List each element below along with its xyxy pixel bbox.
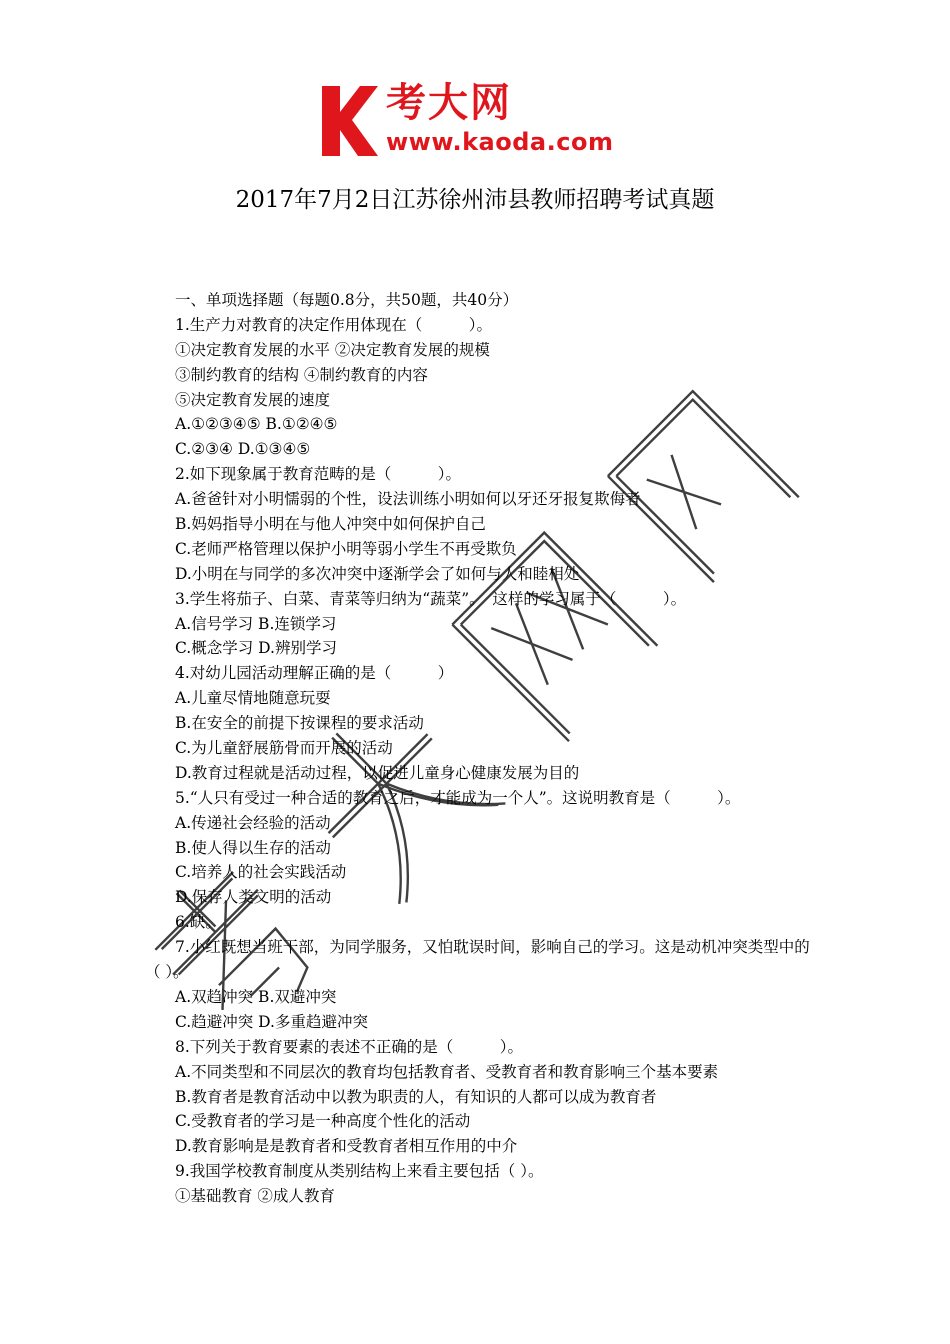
- k-logo-icon: [316, 82, 380, 160]
- page-title: 2017年7月2日江苏徐州沛县教师招聘考试真题: [235, 187, 715, 213]
- question-5: 5.“人只有受过一种合适的教育之后，才能成为一个人”。这说明教育是（ ）。: [175, 788, 741, 807]
- q5-option-d: D.保存人类文明的活动: [175, 888, 332, 907]
- kaoda-logo: [316, 80, 646, 162]
- q1-item-1: ①决定教育发展的水平 ②决定教育发展的规模: [175, 340, 490, 359]
- question-1: 1.生产力对教育的决定作用体现在（ ）。: [175, 315, 493, 334]
- brand-name: 考大网: [386, 80, 512, 126]
- q1-options-cd: C.②③④ D.①③④⑤: [175, 440, 311, 459]
- question-8: 8.下列关于教育要素的表述不正确的是（ ）。: [175, 1037, 524, 1056]
- q9-items: ①基础教育 ②成人教育: [175, 1187, 335, 1206]
- question-2: 2.如下现象属于教育范畴的是（ ）。: [175, 465, 462, 484]
- question-7: 7.小红既想当班干部，为同学服务，又怕耽误时间，影响自己的学习。这是动机冲突类型中的（ ）。: [145, 938, 810, 982]
- q8-option-b: B.教育者是教育活动中以教为职责的人，有知识的人都可以成为教育者: [175, 1087, 657, 1106]
- section-heading: 一、单项选择题（每题0.8分，共50题，共40分）: [175, 291, 519, 309]
- question-9: 9.我国学校教育制度从类别结构上来看主要包括（ ）。: [175, 1162, 544, 1181]
- q2-option-b: B.妈妈指导小明在与他人冲突中如何保护自己: [175, 515, 486, 534]
- q5-option-b: B.使人得以生存的活动: [175, 838, 331, 857]
- q3-options-ab: A.信号学习 B.连锁学习: [175, 614, 337, 633]
- q8-option-c: C.受教育者的学习是一种高度个性化的活动: [175, 1112, 471, 1131]
- q3-options-cd: C.概念学习 D.辨别学习: [175, 639, 337, 658]
- brand-url: www.kaoda.com: [386, 128, 614, 156]
- q5-option-a: A.传递社会经验的活动: [175, 813, 331, 832]
- q1-item-2: ③制约教育的结构 ④制约教育的内容: [175, 365, 428, 384]
- q1-item-3: ⑤决定教育发展的速度: [175, 390, 331, 409]
- q2-option-a: A.爸爸针对小明懦弱的个性，设法训练小明如何以牙还牙报复欺侮者: [175, 490, 641, 509]
- q8-option-d: D.教育影响是是教育者和受教育者相互作用的中介: [175, 1137, 518, 1156]
- question-6: 6.缺。: [175, 913, 221, 932]
- q4-option-d: D.教育过程就是活动过程，以促进儿童身心健康发展为目的: [175, 763, 580, 782]
- q5-option-c: C.培养人的社会实践活动: [175, 863, 347, 882]
- q4-option-c: C.为儿童舒展筋骨而开展的活动: [175, 739, 393, 758]
- q1-options-ab: A.①②③④⑤ B.①②④⑤: [175, 415, 338, 434]
- q4-option-b: B.在安全的前提下按课程的要求活动: [175, 714, 424, 733]
- document-body: [145, 288, 815, 1209]
- q7-options-ab: A.双趋冲突 B.双避冲突: [175, 987, 337, 1006]
- question-4: 4.对幼儿园活动理解正确的是（ ）: [175, 664, 454, 683]
- question-3: 3.学生将茄子、白菜、青菜等归纳为“蔬菜”。 这样的学习属于（ ）。: [175, 589, 687, 608]
- q7-options-cd: C.趋避冲突 D.多重趋避冲突: [175, 1012, 368, 1031]
- q4-option-a: A.儿童尽情地随意玩耍: [175, 689, 331, 708]
- q2-option-d: D.小明在与同学的多次冲突中逐渐学会了如何与人和睦相处: [175, 564, 580, 583]
- q8-option-a: A.不同类型和不同层次的教育均包括教育者、受教育者和教育影响三个基本要素: [175, 1062, 719, 1081]
- q2-option-c: C.老师严格管理以保护小明等弱小学生不再受欺负: [175, 539, 517, 558]
